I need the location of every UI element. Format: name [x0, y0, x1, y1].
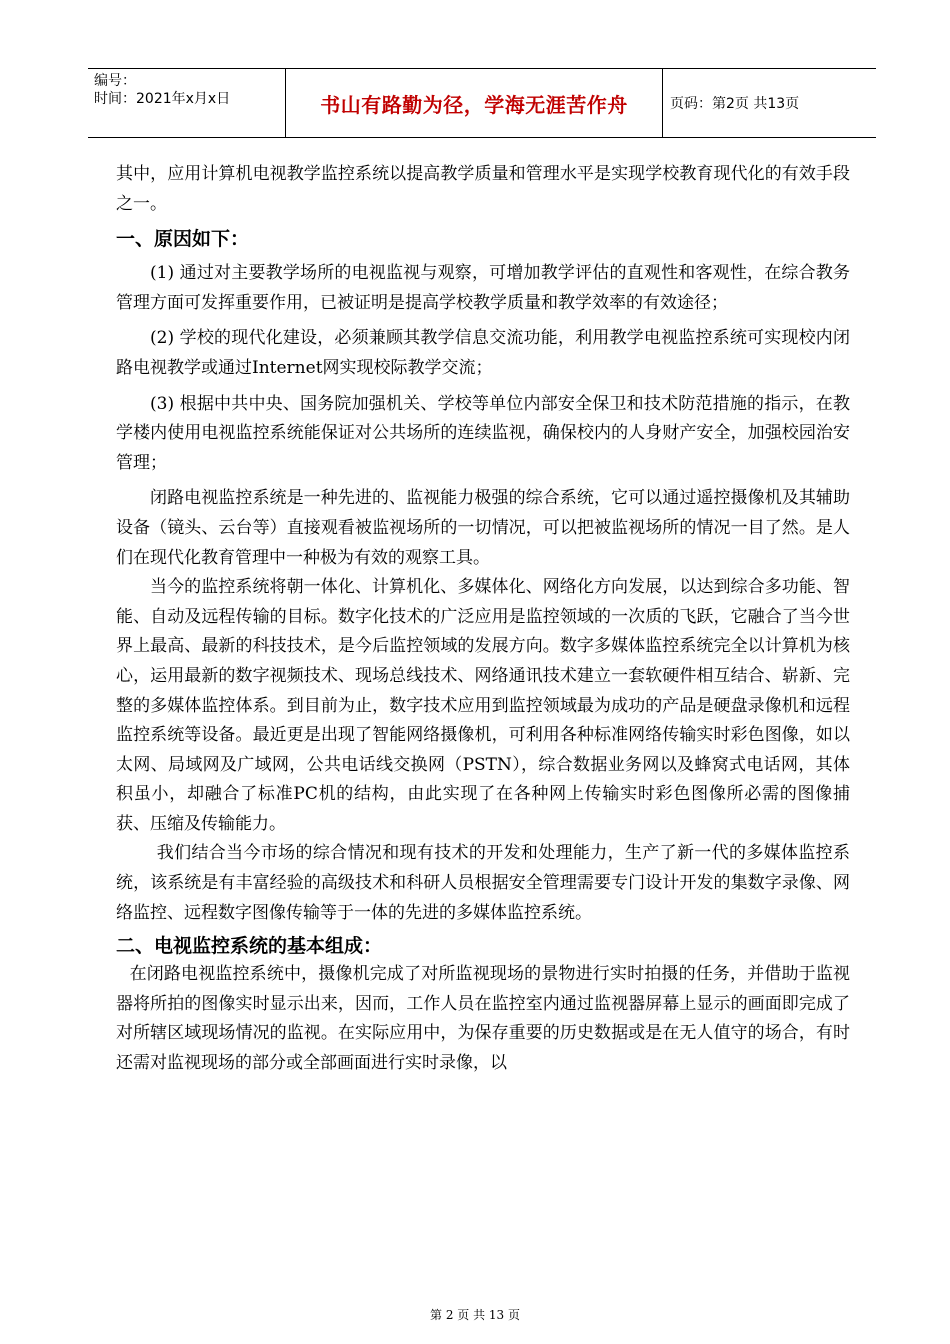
reason-item-1: (1) 通过对主要教学场所的电视监视与观察，可增加教学评估的直观性和客观性，在综合教务管理方面可发挥重要作用，已被证明是提高学校教学质量和教学效率的有效途径；	[116, 263, 850, 313]
section-heading-2: 二、电视监控系统的基本组成：	[116, 935, 383, 958]
header-meta	[94, 72, 282, 108]
header-motto: 书山有路勤为径，学海无涯苦作舟	[320, 92, 628, 117]
reason-item-3: (3) 根据中共中央、国务院加强机关、学校等单位内部安全保卫和技术防范措施的指示，在教学楼内使用电视监控系统能保证对公共场所的连续监视，确保校内的人身财产安全，加强校园治安管理；	[116, 393, 850, 473]
intro-paragraph: 其中，应用计算机电视教学监控系统以提高教学质量和管理水平是实现学校教育现代化的有效手段之一。	[116, 164, 850, 214]
header-divider-right	[662, 69, 663, 137]
page-footer: 第 2 页 共 13 页	[430, 1308, 520, 1322]
cctv-paragraph: 闭路电视监控系统是一种先进的、监视能力极强的综合系统，它可以通过遥控摄像机及其辅助设备（镜头、云台等）直接观看被监视场所的一切情况，可以把被监视场所的情况一目了然。是人们在现代化教育管理中一种极为有效的观察工具。	[116, 488, 850, 568]
trend-paragraph: 当今的监控系统将朝一体化、计算机化、多媒体化、网络化方向发展，以达到综合多功能、智能、自动及远程传输的目标。数字化技术的广泛应用是监控领域的一次质的飞跃，它融合了当今世界上最高、最新的科技技术，是今后监控领域的发展方向。数字多媒体监控系统完全以计算机为核心，运用最新的数字视频技术、现场总线技术、网络通讯技术建立一套软硬件相互结合、崭新、完整的多媒体监控体系。到目前为止，数字技术应用到监控领域最为成功的产品是硬盘录像机和远程监控系统等设备。最近更是出现了智能网络摄像机，可利用各种标准网络传输实时彩色图像，如以太网、局域网及广域网，公共电话线交换网（PSTN），综合数据业务网以及蜂窝式电话网，其体积虽小，却融合了标准PC机的结构，由此实现了在各种网上传输实时彩色图像所必需的图像捕获、压缩及传输能力。	[116, 577, 850, 834]
header-page-label: 页码：第2页 共13页	[670, 96, 800, 112]
reason-item-2: (2) 学校的现代化建设，必须兼顾其教学信息交流功能，利用教学电视监控系统可实现校内闭路电视教学或通过Internet网实现校际教学交流；	[116, 328, 850, 378]
page-header	[88, 68, 876, 138]
header-time-label: 时间：2021年x月x日	[94, 91, 231, 107]
product-paragraph: 我们结合当今市场的综合情况和现有技术的开发和处理能力，生产了新一代的多媒体监控系统，该系统是有丰富经验的高级技术和科研人员根据安全管理需要专门设计开发的集数字录像、网络监控、远程数字图像传输等于一体的先进的多媒体监控系统。	[116, 843, 850, 923]
section-heading-1: 一、原因如下：	[116, 228, 250, 251]
document-body	[116, 160, 850, 1079]
composition-paragraph: 在闭路电视监控系统中，摄像机完成了对所监视现场的景物进行实时拍摄的任务，并借助于监视器将所拍的图像实时显示出来，因而，工作人员在监控室内通过监视器屏幕上显示的画面即完成了对所辖区域现场情况的监视。在实际应用中，为保存重要的历史数据或是在无人值守的场合，有时还需对监视现场的部分或全部画面进行实时录像，以	[116, 964, 850, 1074]
header-number-label: 编号：	[94, 73, 136, 89]
